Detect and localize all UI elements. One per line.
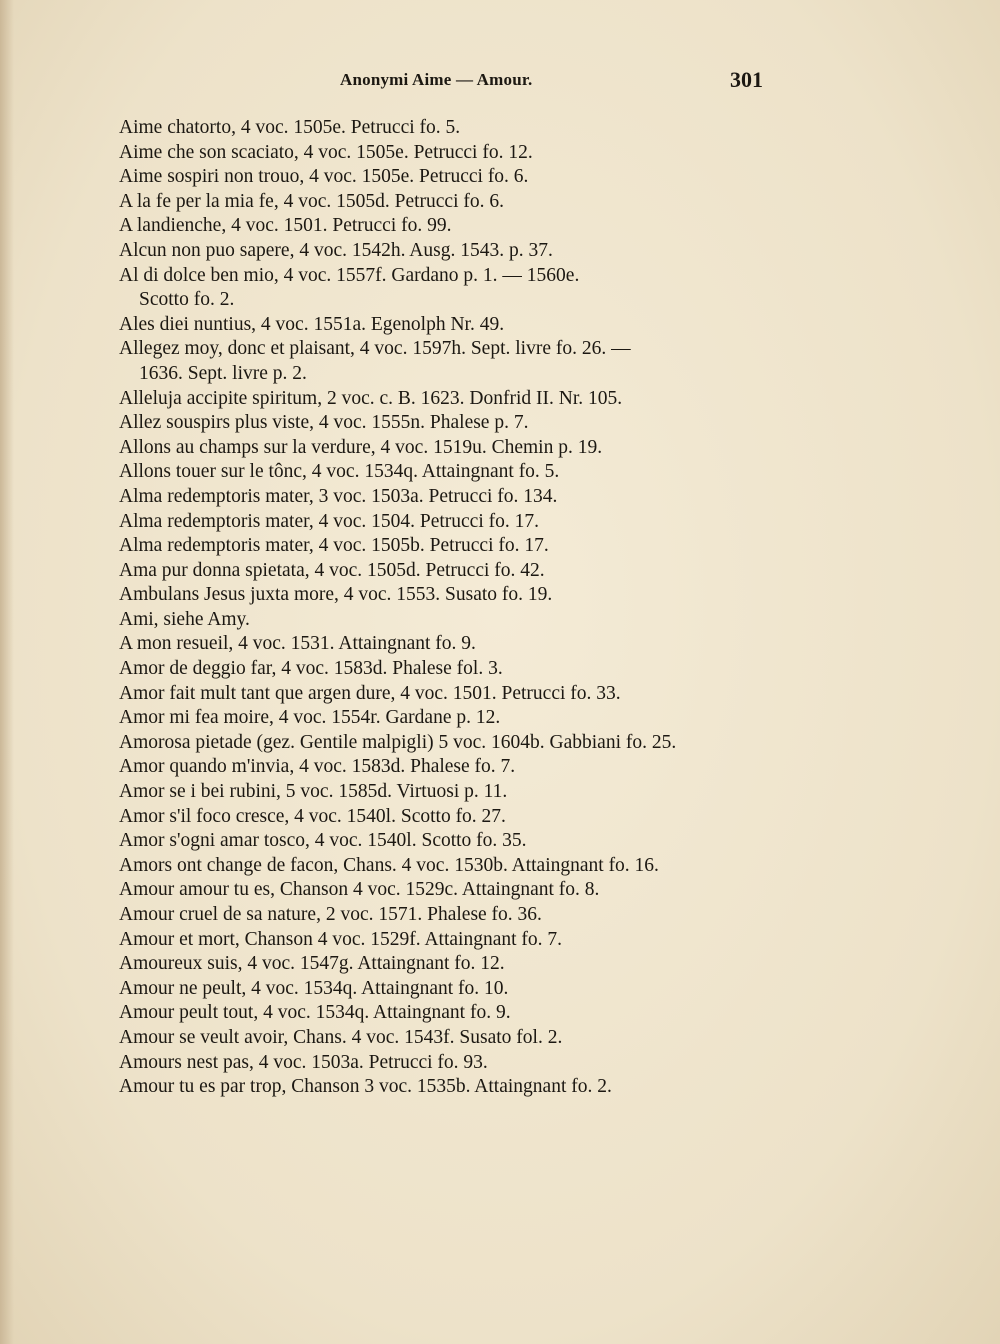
catalog-entry: Ambulans Jesus juxta more, 4 voc. 1553. Susato fo. 19. (119, 584, 553, 606)
catalog-entry: Amor quando m'invia, 4 voc. 1583d. Phalese fo. 7. (119, 756, 516, 778)
catalog-entry: Amor fait mult tant que argen dure, 4 voc. 1501. Petrucci fo. 33. (119, 682, 621, 704)
catalog-entry: Al di dolce ben mio, 4 voc. 1557f. Gardano p. 1. — 1560e. (119, 264, 580, 286)
running-head: Anonymi Aime — Amour. (340, 70, 533, 89)
catalog-entry-continuation: Scotto fo. 2. (139, 289, 235, 311)
catalog-entry: Aime sospiri non trouo, 4 voc. 1505e. Petrucci fo. 6. (119, 166, 529, 188)
catalog-entry-continuation: 1636. Sept. livre p. 2. (139, 362, 307, 384)
catalog-entry: Amour peult tout, 4 voc. 1534q. Attaingnant fo. 9. (119, 1002, 511, 1024)
catalog-entry: Alma redemptoris mater, 4 voc. 1504. Petrucci fo. 17. (119, 510, 539, 532)
catalog-entry: Amour ne peult, 4 voc. 1534q. Attaingnant fo. 10. (119, 977, 509, 999)
catalog-entry: Amoureux suis, 4 voc. 1547g. Attaingnant fo. 12. (119, 953, 505, 975)
catalog-entry: Amorosa pietade (gez. Gentile malpigli) 5 voc. 1604b. Gabbiani fo. 25. (119, 731, 677, 753)
catalog-entry: Amor s'ogni amar tosco, 4 voc. 1540l. Scotto fo. 35. (119, 830, 527, 852)
catalog-entry: Alma redemptoris mater, 3 voc. 1503a. Petrucci fo. 134. (119, 485, 558, 507)
catalog-entry: A la fe per la mia fe, 4 voc. 1505d. Petrucci fo. 6. (119, 190, 505, 212)
catalog-entry: Amour se veult avoir, Chans. 4 voc. 1543f. Susato fol. 2. (119, 1026, 563, 1048)
catalog-entry: Aime che son scaciato, 4 voc. 1505e. Petrucci fo. 12. (119, 141, 533, 163)
catalog-entry: Amour cruel de sa nature, 2 voc. 1571. Phalese fo. 36. (119, 904, 542, 925)
catalog-entry: Allons touer sur le tônc, 4 voc. 1534q. Attaingnant fo. 5. (119, 461, 560, 483)
catalog-entry: Amour et mort, Chanson 4 voc. 1529f. Attaingnant fo. 7. (119, 928, 563, 950)
catalog-entry: Ales diei nuntius, 4 voc. 1551a. Egenolph Nr. 49. (119, 313, 505, 335)
page-number: 301 (730, 67, 763, 92)
catalog-entry: Alleluja accipite spiritum, 2 voc. c. B. 1623. Donfrid II. Nr. 105. (119, 387, 623, 409)
catalog-entry: Allez souspirs plus viste, 4 voc. 1555n. Phalese p. 7. (119, 412, 529, 434)
catalog-entry: Amor s'il foco cresce, 4 voc. 1540l. Scotto fo. 27. (119, 805, 506, 827)
catalog-entry: A landienche, 4 voc. 1501. Petrucci fo. 99. (119, 215, 452, 237)
catalog-entry: Alma redemptoris mater, 4 voc. 1505b. Petrucci fo. 17. (119, 535, 549, 557)
catalog-entry: Ami, siehe Amy. (119, 608, 250, 630)
catalog-entry: Aime chatorto, 4 voc. 1505e. Petrucci fo. 5. (119, 117, 461, 138)
catalog-entry: Amor de deggio far, 4 voc. 1583d. Phalese fol. 3. (119, 658, 503, 680)
catalog-entry: Amour amour tu es, Chanson 4 voc. 1529c. Attaingnant fo. 8. (119, 879, 600, 901)
catalog-entries (119, 116, 779, 1100)
catalog-entry: Amor mi fea moire, 4 voc. 1554r. Gardane p. 12. (119, 707, 501, 729)
catalog-entry: Allons au champs sur la verdure, 4 voc. 1519u. Chemin p. 19. (119, 436, 603, 458)
catalog-entry: A mon resueil, 4 voc. 1531. Attaingnant fo. 9. (119, 633, 476, 655)
page-edge-shadow (0, 0, 14, 1344)
catalog-entry: Amour tu es par trop, Chanson 3 voc. 1535b. Attaingnant fo. 2. (119, 1076, 612, 1098)
catalog-entry: Amors ont change de facon, Chans. 4 voc. 1530b. Attaingnant fo. 16. (119, 854, 659, 876)
catalog-entry: Amours nest pas, 4 voc. 1503a. Petrucci fo. 93. (119, 1051, 488, 1073)
catalog-entry: Ama pur donna spietata, 4 voc. 1505d. Petrucci fo. 42. (119, 559, 545, 581)
catalog-entry: Alcun non puo sapere, 4 voc. 1542h. Ausg. 1543. p. 37. (119, 239, 553, 261)
catalog-entry: Allegez moy, donc et plaisant, 4 voc. 1597h. Sept. livre fo. 26. — (119, 338, 631, 360)
catalog-entry: Amor se i bei rubini, 5 voc. 1585d. Virtuosi p. 11. (119, 781, 508, 803)
